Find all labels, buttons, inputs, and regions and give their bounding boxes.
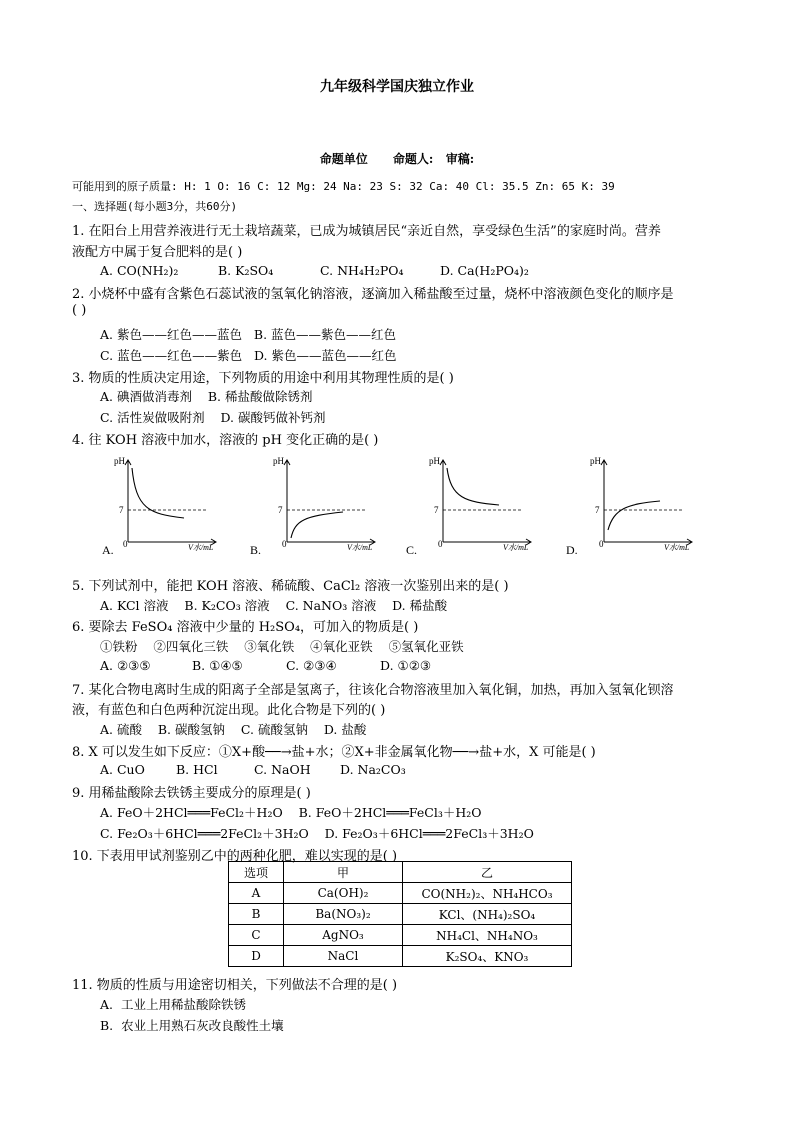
q10-stem: 10. 下表用甲试剂鉴别乙中的两种化肥，难以实现的是( ) bbox=[72, 849, 398, 864]
graph-ph-curve bbox=[447, 468, 499, 505]
q6-option-d: D. ①②③ bbox=[380, 658, 432, 673]
graph-y-label: pH bbox=[273, 456, 284, 466]
table-cell: AgNO₃ bbox=[284, 925, 403, 946]
q6-items: ①铁粉 ②四氧化三铁 ③氧化铁 ④氧化亚铁 ⑤氢氧化亚铁 bbox=[100, 639, 464, 654]
table-header-cell: 选项 bbox=[229, 862, 284, 883]
q1-option-a: A. CO(NH₂)₂ bbox=[100, 263, 179, 278]
q9-stem: 9. 用稀盐酸除去铁锈主要成分的原理是( ) bbox=[72, 786, 311, 801]
q8-stem: 8. X 可以发生如下反应：①X+酸──→盐+水；②X+非金属氧化物──→盐+水，X 可能是( ) bbox=[72, 745, 596, 760]
q9-options-ab: A. FeO＋2HCl═══FeCl₂＋H₂O B. FeO＋2HCl═══FeCl₃＋H₂O bbox=[100, 805, 482, 820]
q1-stem-line1: 1. 在阳台上用营养液进行无土栽培蔬菜，已成为城镇居民“亲近自然，享受绿色生活”的家庭时尚。营养 bbox=[72, 224, 661, 239]
graph-x-label: V水/mL bbox=[664, 543, 690, 552]
table-cell: C bbox=[229, 925, 284, 946]
atomic-masses: 可能用到的原子质量: H: 1 O: 16 C: 12 Mg: 24 Na: 23 S: 32 Ca: 40 Cl: 35.5 Zn: 65 K: 39 bbox=[72, 180, 615, 193]
table-cell: B bbox=[229, 904, 284, 925]
graph-x-label: V水/mL bbox=[188, 543, 214, 552]
graph-option-letter: A. bbox=[102, 543, 114, 557]
q8-option-a: A. CuO bbox=[100, 762, 145, 777]
q1-option-b: B. K₂SO₄ bbox=[218, 263, 274, 278]
q2-stem-line1: 2. 小烧杯中盛有含紫色石蕊试液的氢氧化钠溶液，逐滴加入稀盐酸至过量，烧杯中溶液颜色变化的顺序是 bbox=[72, 287, 674, 302]
graph-ref-label: 7 bbox=[595, 505, 600, 515]
table-header-cell: 乙 bbox=[403, 862, 572, 883]
graph-option-letter: D. bbox=[566, 543, 578, 557]
table-cell: NaCl bbox=[284, 946, 403, 967]
table-header-row bbox=[229, 862, 572, 883]
q7-options: A. 硫酸 B. 碳酸氢钠 C. 硫酸氢钠 D. 盐酸 bbox=[100, 722, 367, 737]
table-row bbox=[229, 883, 572, 904]
q9-options-cd: C. Fe₂O₃＋6HCl═══2FeCl₂＋3H₂O D. Fe₂O₃＋6HCl═══2FeCl₃＋3H₂O bbox=[100, 826, 534, 841]
graph-option-letter: B. bbox=[250, 543, 262, 557]
graph-y-label: pH bbox=[429, 456, 440, 466]
q2-stem-line2: ( ) bbox=[72, 303, 87, 318]
table-row bbox=[229, 925, 572, 946]
table-cell: K₂SO₄、KNO₃ bbox=[403, 946, 572, 967]
q1-stem-line2: 液配方中属于复合肥料的是( ) bbox=[72, 245, 243, 260]
q8-option-d: D. Na₂CO₃ bbox=[340, 762, 406, 777]
q11-stem: 11. 物质的性质与用途密切相关，下列做法不合理的是( ) bbox=[72, 978, 398, 993]
table-cell: NH₄Cl、NH₄NO₃ bbox=[403, 925, 572, 946]
graph-ref-label: 7 bbox=[278, 505, 283, 515]
q6-option-a: A. ②③⑤ bbox=[100, 658, 151, 673]
q11-option-a: A. 工业上用稀盐酸除铁锈 bbox=[100, 997, 246, 1012]
graph-ph-curve bbox=[132, 468, 184, 518]
graph-ref-label: 7 bbox=[119, 505, 124, 515]
graph-ph-curve bbox=[608, 501, 660, 530]
q8-option-c: C. NaOH bbox=[254, 762, 311, 777]
q11-option-b: B. 农业上用熟石灰改良酸性土壤 bbox=[100, 1018, 284, 1033]
q4-graphs bbox=[0, 450, 794, 570]
q5-options: A. KCl 溶液 B. K₂CO₃ 溶液 C. NaNO₃ 溶液 D. 稀盐酸 bbox=[100, 598, 448, 613]
graph-option-letter: C. bbox=[406, 543, 418, 557]
q10-table bbox=[228, 861, 572, 967]
graph-y-label: pH bbox=[590, 456, 601, 466]
q1-option-d: D. Ca(H₂PO₄)₂ bbox=[440, 263, 529, 278]
graph-x-label: V水/mL bbox=[347, 543, 373, 552]
page-title: 九年级科学国庆独立作业 bbox=[320, 79, 474, 95]
graph-origin-label: 0 bbox=[438, 539, 443, 549]
graph-origin-label: 0 bbox=[282, 539, 287, 549]
page-subtitle: 命题单位 命题人: 审稿: bbox=[319, 152, 475, 166]
section-heading: 一、选择题(每小题3分，共60分) bbox=[72, 200, 238, 213]
q4-stem: 4. 往 KOH 溶液中加水，溶液的 pH 变化正确的是( ) bbox=[72, 433, 379, 448]
q3-options-cd: C. 活性炭做吸附剂 D. 碳酸钙做补钙剂 bbox=[100, 410, 326, 425]
graph-origin-label: 0 bbox=[599, 539, 604, 549]
table-cell: CO(NH₂)₂、NH₄HCO₃ bbox=[403, 883, 572, 904]
graph-ph-curve bbox=[291, 512, 343, 538]
table-cell: D bbox=[229, 946, 284, 967]
graph-origin-label: 0 bbox=[123, 539, 128, 549]
q6-stem: 6. 要除去 FeSO₄ 溶液中少量的 H₂SO₄，可加入的物质是( ) bbox=[72, 620, 419, 635]
q8-option-b: B. HCl bbox=[176, 762, 218, 777]
q3-options-ab: A. 碘酒做消毒剂 B. 稀盐酸做除锈剂 bbox=[100, 389, 313, 404]
q7-stem-line1: 7. 某化合物电离时生成的阳离子全部是氢离子，往该化合物溶液里加入氧化铜，加热，再加入氢氧化钡溶 bbox=[72, 683, 674, 698]
q7-stem-line2: 液，有蓝色和白色两种沉淀出现。此化合物是下列的( ) bbox=[72, 703, 386, 718]
q6-option-b: B. ①④⑤ bbox=[192, 658, 243, 673]
table-row bbox=[229, 946, 572, 967]
graph-x-label: V水/mL bbox=[503, 543, 529, 552]
table-cell: KCl、(NH₄)₂SO₄ bbox=[403, 904, 572, 925]
q2-options-ab: A. 紫色——红色——蓝色 B. 蓝色——紫色——红色 bbox=[100, 327, 397, 342]
table-cell: Ba(NO₃)₂ bbox=[284, 904, 403, 925]
graph-y-label: pH bbox=[114, 456, 125, 466]
table-header-cell: 甲 bbox=[284, 862, 403, 883]
graph-ref-label: 7 bbox=[434, 505, 439, 515]
table-cell: Ca(OH)₂ bbox=[284, 883, 403, 904]
q6-option-c: C. ②③④ bbox=[286, 658, 337, 673]
q1-option-c: C. NH₄H₂PO₄ bbox=[320, 263, 404, 278]
q5-stem: 5. 下列试剂中，能把 KOH 溶液、稀硫酸、CaCl₂ 溶液一次鉴别出来的是( ) bbox=[72, 579, 509, 594]
q2-options-cd: C. 蓝色——红色——紫色 D. 紫色——蓝色——红色 bbox=[100, 348, 397, 363]
table-cell: A bbox=[229, 883, 284, 904]
table-row bbox=[229, 904, 572, 925]
q3-stem: 3. 物质的性质决定用途，下列物质的用途中利用其物理性质的是( ) bbox=[72, 371, 454, 386]
